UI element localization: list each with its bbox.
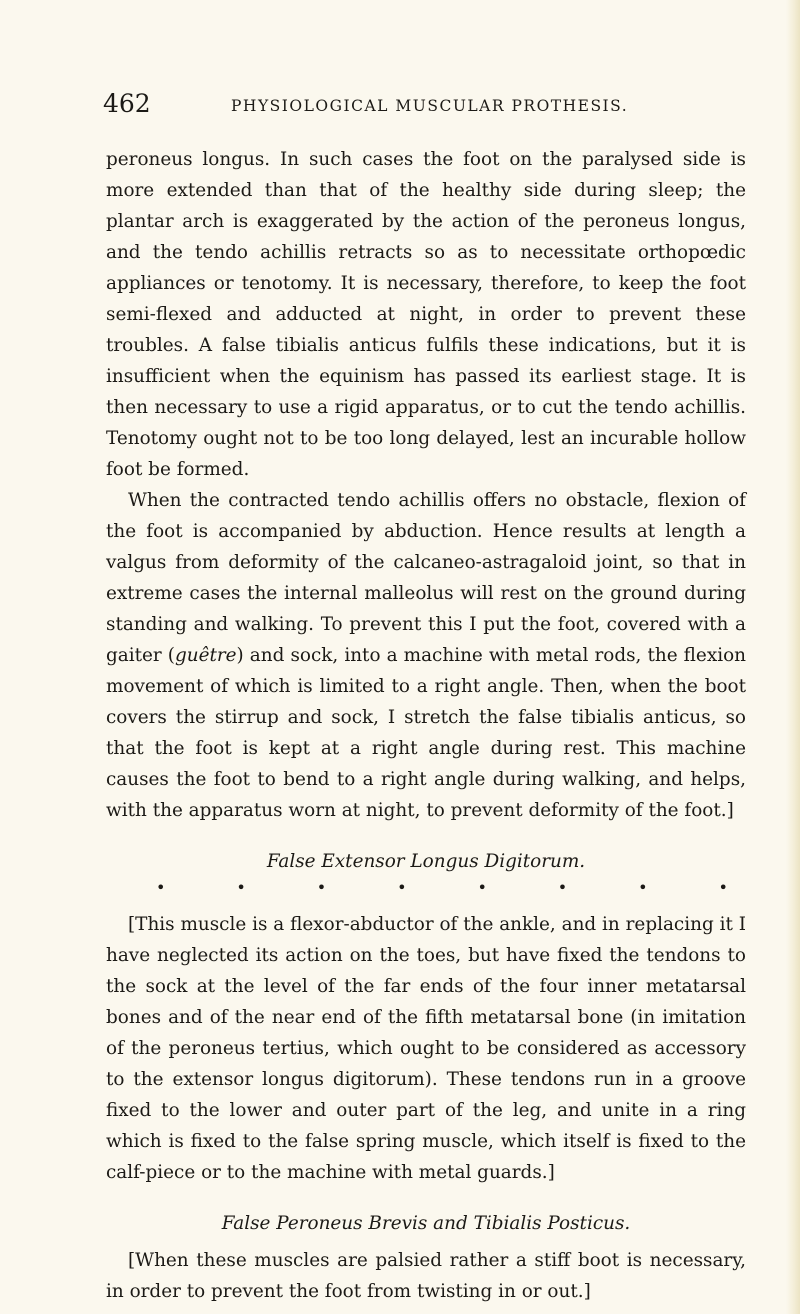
- paragraph-extensor: [This muscle is a flexor-abductor of the ankle, and in replacing it I have neglected its action on the toes, but have fixed the tendons to the sock at the level of the far ends of the four inner metatarsal bones and of the near end of the fifth metatarsal bone (in imitation of the peroneus tertius, which ought to be considered as accessory to the extensor longus digitorum). These tendons run in a groove fixed to the lower and outer part of the leg, and unite in a ring which is fixed to the false spring muscle, which itself is fixed to the calf-piece or to the machine with metal guards.]: [106, 914, 746, 1183]
- running-title: PHYSIOLOGICAL MUSCULAR PROTHESIS.: [231, 97, 629, 115]
- section-heading-extensor: False Extensor Longus Digitorum.: [266, 851, 586, 872]
- dot: •: [156, 878, 166, 897]
- page-header: [103, 86, 743, 126]
- dot: •: [316, 878, 327, 897]
- paragraph-2: When the contracted tendo achillis offers no obstacle, flexion of the foot is accompanied by abduction. Hence results at length a valgus from deformity of the calcaneo-astragaloid joint, so that in extreme cases the internal malleolus will rest on the ground during standing and walking. To prevent this I put the foot, covered with a gaiter (guêtre) and sock, into a machine with metal rods, the flexion movement of which is limited to a right angle. Then, when the boot covers the stirrup and sock, I stretch the false tibialis anticus, so that the foot is kept at a right angle during rest. This machine causes the foot to bend to a right angle during walking, and helps, with the apparatus worn at night, to prevent deformity of the foot.]: [106, 490, 746, 821]
- dot: •: [638, 878, 648, 897]
- dot: •: [718, 878, 728, 897]
- page-number: 462: [103, 89, 151, 118]
- ellipsis-dots: [106, 878, 746, 905]
- section-heading-peroneus: False Peroneus Brevis and Tibialis Posticus.: [221, 1213, 631, 1234]
- body-text: [106, 144, 746, 1307]
- italic-term: guêtre: [174, 645, 237, 666]
- dot: •: [236, 878, 246, 897]
- paragraph-1: peroneus longus. In such cases the foot on the paralysed side is more extended than that of the healthy side during sleep; the plantar arch is exaggerated by the action of the peroneus longus, and the tendo achillis retracts so as to necessitate orthopœdic appliances or tenotomy. It is necessary, therefore, to keep the foot semi-flexed and adducted at night, in order to prevent these troubles. A false tibialis anticus fulfils these indications, but it is insufficient when the equinism has passed its earliest stage. It is then necessary to use a rigid apparatus, or to cut the tendo achillis. Tenotomy ought not to be too long delayed, lest an incurable hollow foot be formed.: [106, 149, 746, 480]
- dot: •: [477, 878, 487, 897]
- paragraph-peroneus: [When these muscles are palsied rather a stiff boot is necessary, in order to prevent the foot from twisting in or out.]: [106, 1250, 746, 1302]
- dot: •: [397, 878, 407, 897]
- page-edge: [786, 0, 800, 1314]
- dot: •: [557, 878, 568, 897]
